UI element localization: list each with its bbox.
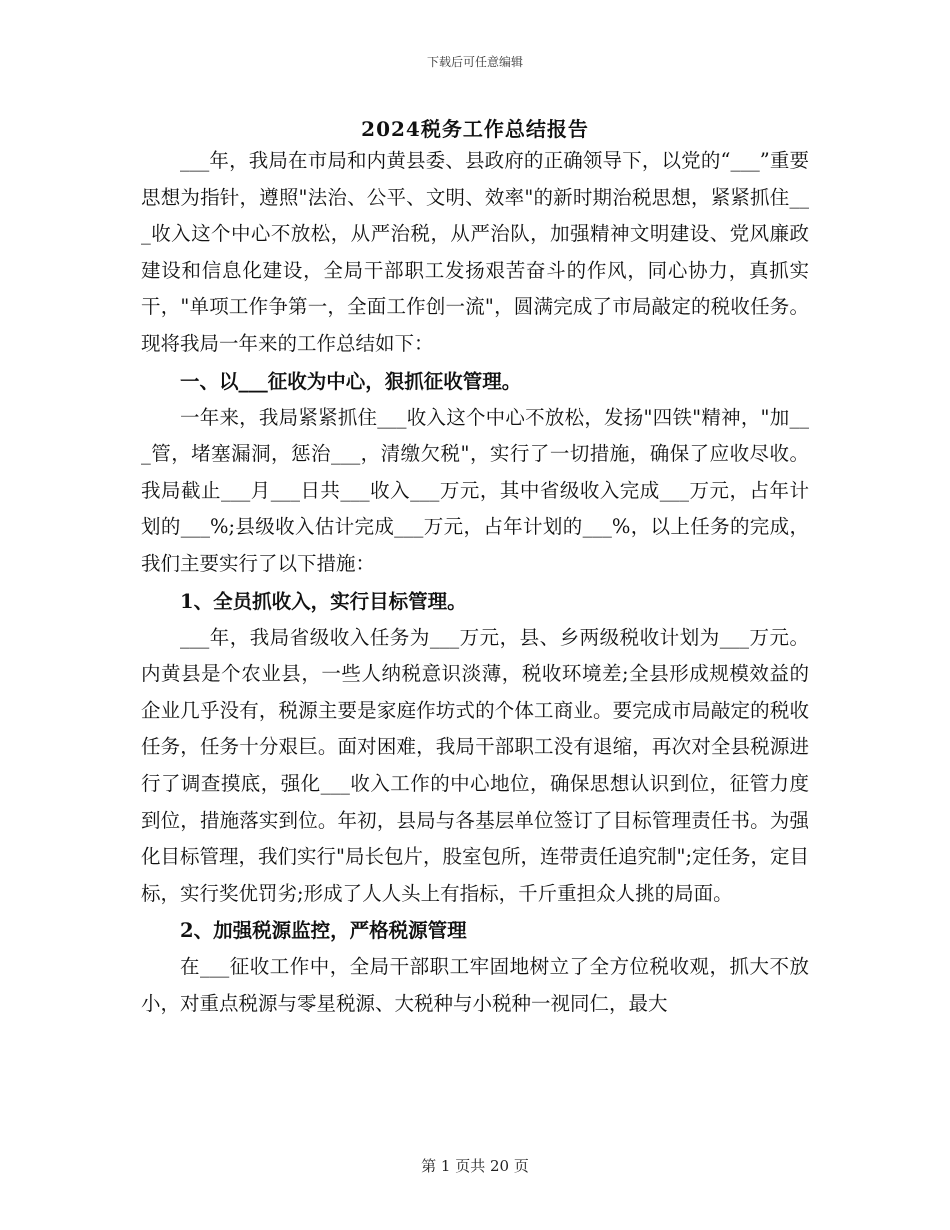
intro-paragraph: ___年，我局在市局和内黄县委、县政府的正确领导下，以党的“___”重要思想为指针，遵照"法治、公平、文明、效率"的新时期治税思想，紧紧抓住___收入这个中心不放松，从严治税，从严治队，加强精神文明建设、党风廉政建设和信息化建设，全局干部职工发扬艰苦奋斗的作风，同心协力，真抓实干，"单项工作争第一，全面工作创一流"，圆满完成了市局敲定的税收任务。现将我局一年来的工作总结如下： xyxy=(141,149,809,355)
subsection-heading-2: 2、加强税源监控，严格税源管理 xyxy=(180,919,467,943)
subsection-2-paragraph: 在___征收工作中，全局干部职工牢固地树立了全方位税收观，抓大不放小，对重点税源与零星税源、大税种与小税种一视同仁，最大 xyxy=(141,955,809,1015)
subsection-1-paragraph: ___年，我局省级收入任务为___万元，县、乡两级税收计划为___万元。内黄县是个农业县，一些人纳税意识淡薄，税收环境差;全县形成规模效益的企业几乎没有，税源主要是家庭作坊式的个体工商业。要完成市局敲定的税收任务，任务十分艰巨。面对困难，我局干部职工没有退缩，再次对全县税源进行了调查摸底，强化___收入工作的中心地位，确保思想认识到位，征管力度到位，措施落实到位。年初，县局与各基层单位签订了目标管理责任书。为强化目标管理，我们实行"局长包片，股室包所，连带责任追究制";定任务，定目标，实行奖优罚劣;形成了人人头上有指标，千斤重担众人挑的局面。 xyxy=(141,625,810,905)
header-note: 下载后可任意编辑 xyxy=(426,55,523,69)
page-number: 第 1 页共 20 页 xyxy=(421,1157,529,1175)
section-heading-1: 一、以___征收为中心，狠抓征收管理。 xyxy=(180,369,522,393)
subsection-heading-1: 1、全员抓收入，实行目标管理。 xyxy=(180,589,467,613)
document-title: 2024税务工作总结报告 xyxy=(361,117,589,141)
document-body xyxy=(141,143,809,1022)
section-1-paragraph: 一年来，我局紧紧抓住___收入这个中心不放松，发扬"四铁"精神，"加___管，堵塞漏洞，惩治___，清缴欠税"，实行了一切措施，确保了应收尽收。我局截止___月___日共___收入___万元，其中省级收入完成___万元，占年计划的___%;县级收入估计完成___万元，占年计划的___%，以上任务的完成，我们主要实行了以下措施： xyxy=(141,405,809,575)
